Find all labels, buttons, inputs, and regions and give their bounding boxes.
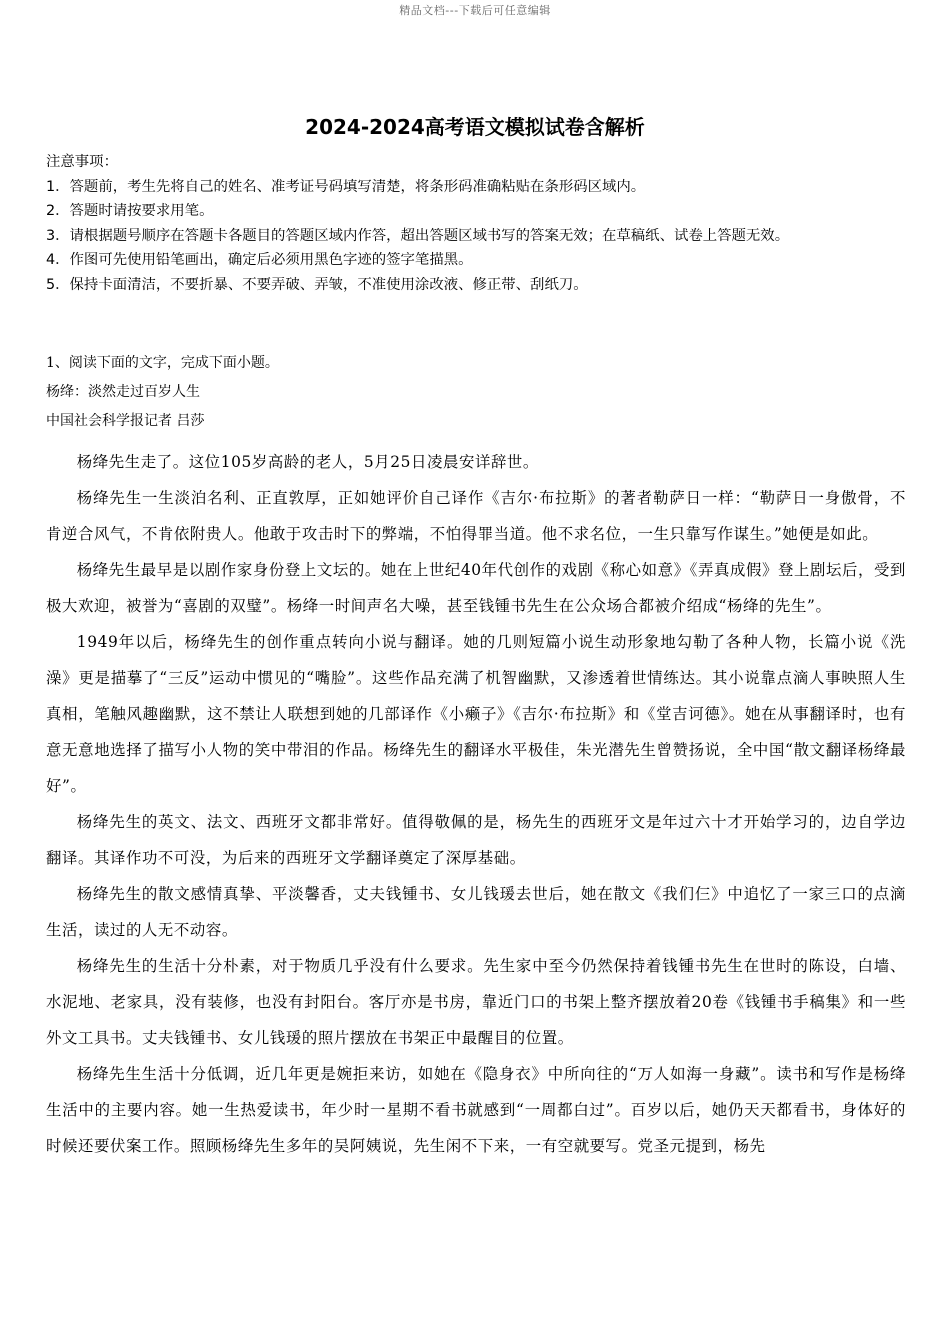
article-paragraph: 杨绛先生一生淡泊名利、正直敦厚，正如她评价自己译作《吉尔·布拉斯》的著者勒萨日一样：“勒萨日一身傲骨，不肯逆合风气，不肯依附贵人。他敢于攻击时下的弊端，不怕得罪当道。他不求名位，一生只靠写作谋生。”她便是如此。 [46, 489, 906, 543]
article-title: 杨绛：淡然走过百岁人生 [46, 384, 200, 400]
notice-item: 1．答题前，考生先将自己的姓名、准考证号码填写清楚，将条形码准确粘贴在条形码区域内。 [46, 178, 646, 195]
article-paragraph: 1949年以后，杨绛先生的创作重点转向小说与翻译。她的几则短篇小说生动形象地勾勒了各种人物，长篇小说《洗澡》更是描摹了“三反”运动中惯见的“嘴脸”。这些作品充满了机智幽默，又渗透着世情练达。其小说靠点滴人事映照人生真相，笔触风趣幽默，这不禁让人联想到她的几部译作《小癞子》《吉尔·布拉斯》和《堂吉诃德》。她在从事翻译时，也有意无意地选择了描写小人物的笑中带泪的作品。杨绛先生的翻译水平极佳，朱光潜先生曾赞扬说，全中国“散文翻译杨绛最好”。 [46, 633, 906, 795]
article-paragraph: 杨绛先生最早是以剧作家身份登上文坛的。她在上世纪40年代创作的戏剧《称心如意》《弄真成假》登上剧坛后，受到极大欢迎，被誉为“喜剧的双璧”。杨绛一时间声名大噪，甚至钱锺书先生在公众场合都被介绍成“杨绛的先生”。 [46, 561, 906, 615]
page-header-note: 精品文档---下载后可任意编辑 [399, 4, 551, 17]
article-paragraph: 杨绛先生生活十分低调，近几年更是婉拒来访，如她在《隐身衣》中所向往的“万人如海一身藏”。读书和写作是杨绛生活中的主要内容。她一生热爱读书，年少时一星期不看书就感到“一周都白过”。百岁以后，她仍天天都看书，身体好的时候还要伏案工作。照顾杨绛先生多年的吴阿姨说，先生闲不下来，一有空就要写。党圣元提到，杨先 [46, 1065, 906, 1155]
article-paragraph: 杨绛先生走了。这位105岁高龄的老人，5月25日凌晨安详辞世。 [76, 453, 539, 471]
question-prompt: 1、阅读下面的文字，完成下面小题。 [46, 355, 279, 371]
notice-item: 3．请根据题号顺序在答题卡各题目的答题区域内作答，超出答题区域书写的答案无效；在草稿纸、试卷上答题无效。 [46, 227, 790, 244]
notice-heading: 注意事项： [46, 154, 118, 170]
notice-item: 5．保持卡面清洁，不要折暴、不要弄破、弄皱，不准使用涂改液、修正带、刮纸刀。 [46, 276, 588, 293]
notice-item: 4．作图可先使用铅笔画出，确定后必须用黑色字迹的签字笔描黑。 [46, 252, 473, 268]
exam-notice [46, 150, 916, 297]
article-paragraph: 杨绛先生的散文感情真挚、平淡馨香，丈夫钱锺书、女儿钱瑗去世后，她在散文《我们仨》中追忆了一家三口的点滴生活，读过的人无不动容。 [46, 885, 906, 939]
article-paragraph: 杨绛先生的英文、法文、西班牙文都非常好。值得敬佩的是，杨先生的西班牙文是年过六十才开始学习的，边自学边翻译。其译作功不可没，为后来的西班牙文学翻译奠定了深厚基础。 [46, 813, 906, 867]
notice-item: 2．答题时请按要求用笔。 [46, 203, 214, 219]
document-title: 2024-2024高考语文模拟试卷含解析 [305, 115, 645, 139]
reading-question [46, 349, 906, 1164]
article-paragraph: 杨绛先生的生活十分朴素，对于物质几乎没有什么要求。先生家中至今仍然保持着钱锺书先生在世时的陈设，白墙、水泥地、老家具，没有装修，也没有封阳台。客厅亦是书房，靠近门口的书架上整齐摆放着20卷《钱锺书手稿集》和一些外文工具书。丈夫钱锺书、女儿钱瑗的照片摆放在书架正中最醒目的位置。 [46, 957, 906, 1047]
article-author: 中国社会科学报记者 吕莎 [46, 413, 205, 429]
